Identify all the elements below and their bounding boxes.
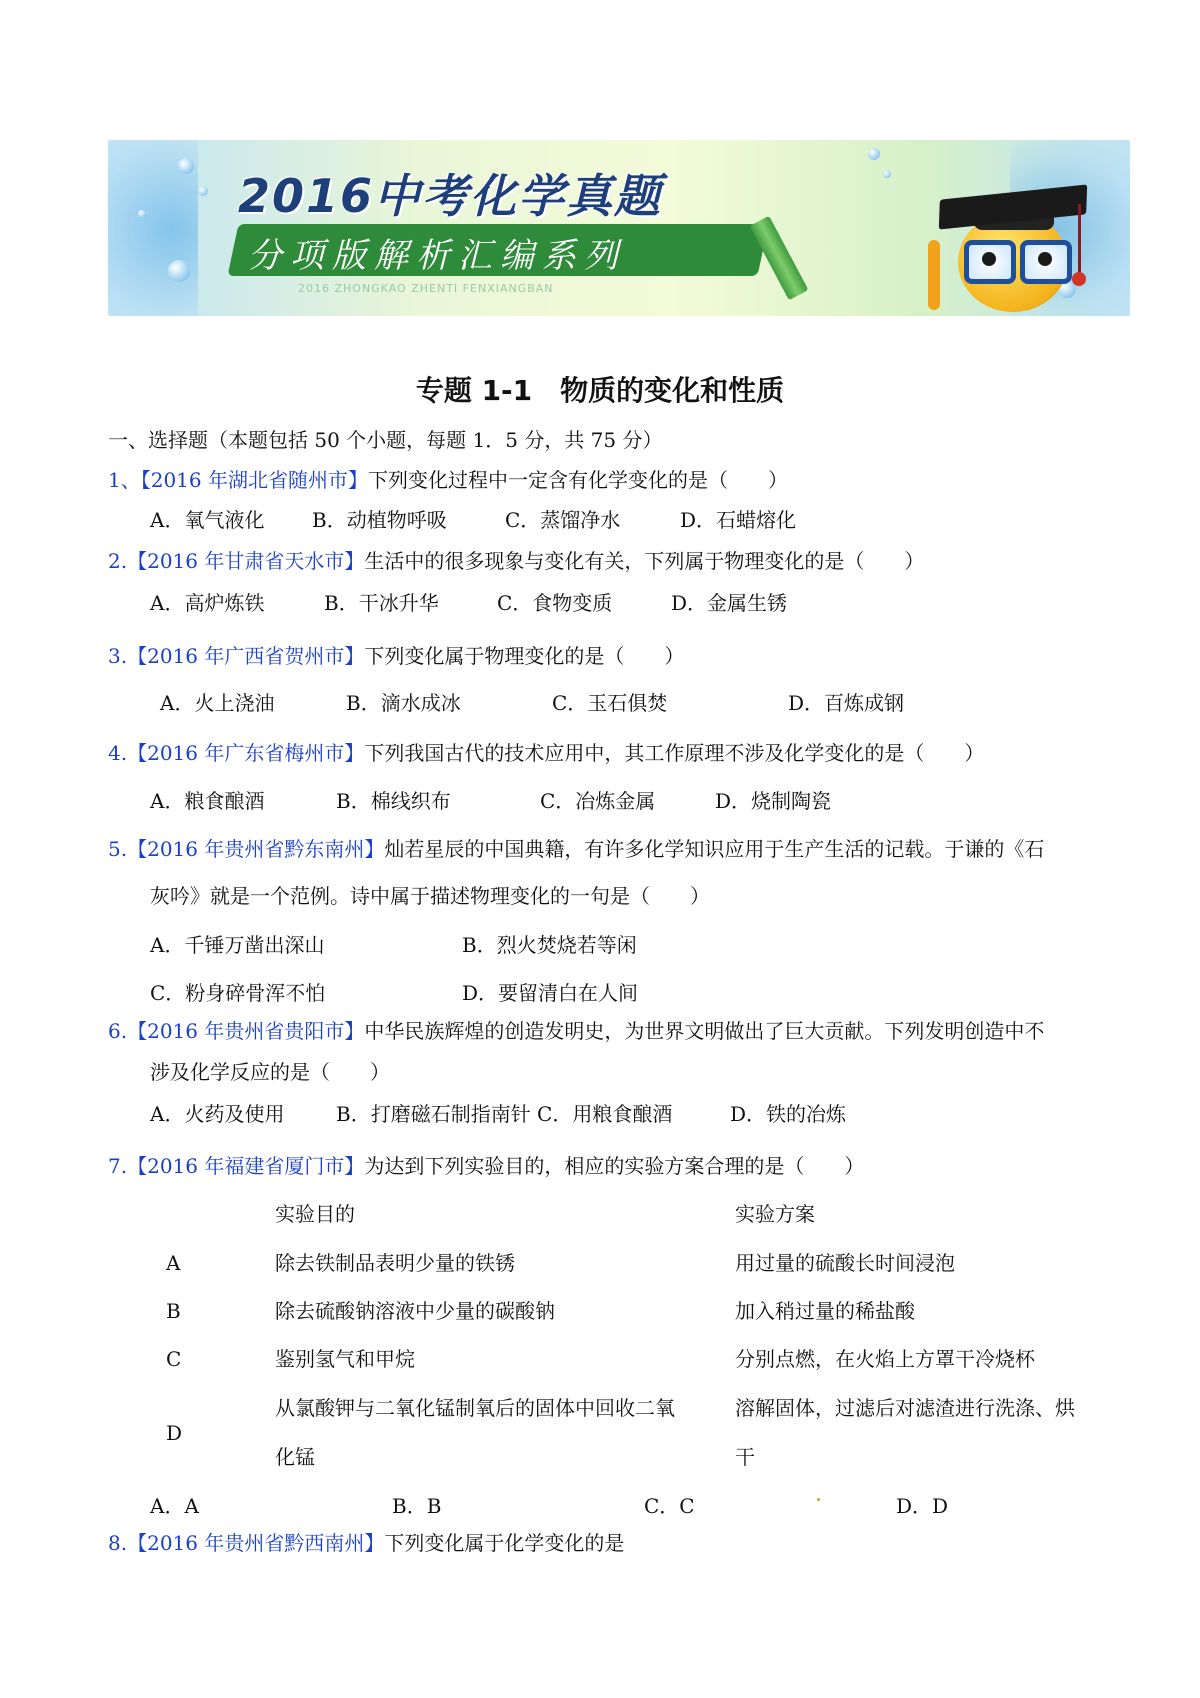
- option: C．粉身碎骨浑不怕: [150, 981, 326, 1005]
- question-number: 7.: [108, 1154, 128, 1178]
- table-cell-goal: 除去硫酸钠溶液中少量的碳酸钠: [275, 1299, 555, 1323]
- option: D．D: [896, 1494, 949, 1518]
- table-cell-goal-continued: 化锰: [275, 1445, 315, 1469]
- option: D．铁的冶炼: [730, 1102, 847, 1126]
- question-stem: 为达到下列实验目的，相应的实验方案合理的是（ ）: [364, 1154, 865, 1178]
- question-stem: 灿若星辰的中国典籍，有许多化学知识应用于生产生活的记载。于谦的《石: [384, 837, 1045, 861]
- banner-pinyin: 2016 ZHONGKAO ZHENTI FENXIANGBAN: [298, 282, 554, 295]
- question-1: [108, 467, 788, 493]
- option: D．百炼成钢: [788, 691, 905, 715]
- question-stem-continued: 涉及化学反应的是（ ）: [150, 1060, 390, 1084]
- section-header: 一、选择题（本题包括 50 个小题，每题 1．5 分，共 75 分）: [108, 428, 663, 452]
- question-source: 【2016 年贵州省黔东南州】: [127, 837, 385, 861]
- option: A．火上浇油: [160, 691, 275, 715]
- option: B．烈火焚烧若等闲: [462, 933, 637, 957]
- table-cell-goal: 除去铁制品表明少量的铁锈: [275, 1251, 515, 1275]
- question-2: [108, 548, 924, 574]
- question-7: [108, 1153, 864, 1179]
- table-cell-plan: 加入稍过量的稀盐酸: [735, 1299, 915, 1323]
- option: D．金属生锈: [671, 591, 788, 615]
- option: C．蒸馏净水: [505, 508, 621, 532]
- stray-dot: [817, 1498, 820, 1501]
- question-number: 8.: [108, 1531, 128, 1555]
- option: B．干冰升华: [324, 591, 439, 615]
- question-source: 【2016 年贵州省黔西南州】: [127, 1531, 385, 1555]
- option: C．C: [644, 1494, 695, 1518]
- table-header-plan: 实验方案: [735, 1202, 815, 1226]
- question-stem-continued: 灰吟》就是一个范例。诗中属于描述物理变化的一句是（ ）: [150, 884, 710, 908]
- option: D．要留清白在人间: [462, 981, 639, 1005]
- option: A．粮食酿酒: [150, 789, 265, 813]
- bubble-icon: [868, 148, 880, 160]
- question-5: [108, 836, 1044, 862]
- question-stem: 中华民族辉煌的创造发明史，为世界文明做出了巨大贡献。下列发明创造中不: [364, 1019, 1045, 1043]
- option: C．冶炼金属: [540, 789, 656, 813]
- bubble-icon: [138, 210, 146, 218]
- question-source: 【2016 年贵州省贵阳市】: [127, 1019, 365, 1043]
- table-row-label: B: [166, 1299, 181, 1323]
- question-number: 2.: [108, 549, 128, 573]
- question-6: [108, 1018, 1044, 1044]
- table-cell-goal: 从氯酸钾与二氧化锰制氧后的固体中回收二氧: [275, 1396, 675, 1420]
- page-title: 专题 1-1 物质的变化和性质: [415, 374, 785, 407]
- table-cell-goal: 鉴别氢气和甲烷: [275, 1347, 415, 1371]
- bubble-icon: [178, 158, 194, 174]
- bubble-icon: [198, 186, 208, 196]
- option: A．高炉炼铁: [150, 591, 265, 615]
- question-number: 6.: [108, 1019, 128, 1043]
- question-4: [108, 740, 984, 766]
- banner-title: 2016中考化学真题: [238, 169, 663, 223]
- table-cell-plan: 分别点燃，在火焰上方罩干冷烧杯: [735, 1347, 1035, 1371]
- bubble-icon: [168, 260, 190, 282]
- question-stem: 下列变化过程中一定含有化学变化的是（ ）: [368, 468, 788, 492]
- table-cell-plan: 用过量的硫酸长时间浸泡: [735, 1251, 955, 1275]
- question-source: 【2016 年广西省贺州市】: [127, 644, 365, 668]
- table-cell-plan-continued: 干: [735, 1445, 755, 1469]
- option: A．火药及使用: [150, 1102, 285, 1126]
- option: B．打磨磁石制指南针 C．用粮食酿酒: [336, 1102, 673, 1126]
- header-banner: [108, 140, 1130, 316]
- option: A．千锤万凿出深山: [150, 933, 325, 957]
- question-stem: 下列我国古代的技术应用中，其工作原理不涉及化学变化的是（ ）: [364, 741, 985, 765]
- option: D．石蜡熔化: [680, 508, 797, 532]
- question-number: 4.: [108, 741, 128, 765]
- option: C．玉石俱焚: [552, 691, 668, 715]
- option: C．食物变质: [497, 591, 613, 615]
- question-number: 1、: [108, 468, 141, 492]
- question-number: 3.: [108, 644, 128, 668]
- option: D．烧制陶瓷: [715, 789, 832, 813]
- banner-subtitle: 分项版解析汇编系列: [248, 236, 626, 276]
- question-3: [108, 643, 684, 669]
- question-source: 【2016 年广东省梅州市】: [127, 741, 365, 765]
- mascot-graduate-icon: [928, 170, 1098, 316]
- table-cell-plan: 溶解固体，过滤后对滤渣进行洗涤、烘: [735, 1396, 1075, 1420]
- question-source: 【2016 年福建省厦门市】: [127, 1154, 365, 1178]
- option: A．氧气液化: [150, 508, 265, 532]
- question-stem: 下列变化属于物理变化的是（ ）: [364, 644, 685, 668]
- question-source: 【2016 年湖北省随州市】: [140, 468, 368, 492]
- option: B．动植物呼吸: [312, 508, 447, 532]
- option: A．A: [150, 1494, 199, 1518]
- table-row-label: D: [166, 1421, 183, 1445]
- table-row-label: A: [166, 1251, 181, 1275]
- option: B．B: [392, 1494, 442, 1518]
- question-stem: 生活中的很多现象与变化有关，下列属于物理变化的是（ ）: [364, 549, 925, 573]
- option: B．棉线织布: [336, 789, 451, 813]
- bubble-icon: [883, 170, 891, 178]
- option: B．滴水成冰: [346, 691, 461, 715]
- table-header-goal: 实验目的: [275, 1202, 355, 1226]
- table-row-label: C: [166, 1347, 182, 1371]
- question-number: 5.: [108, 837, 128, 861]
- question-8: [108, 1530, 624, 1556]
- question-source: 【2016 年甘肃省天水市】: [127, 549, 365, 573]
- question-stem: 下列变化属于化学变化的是: [384, 1531, 625, 1555]
